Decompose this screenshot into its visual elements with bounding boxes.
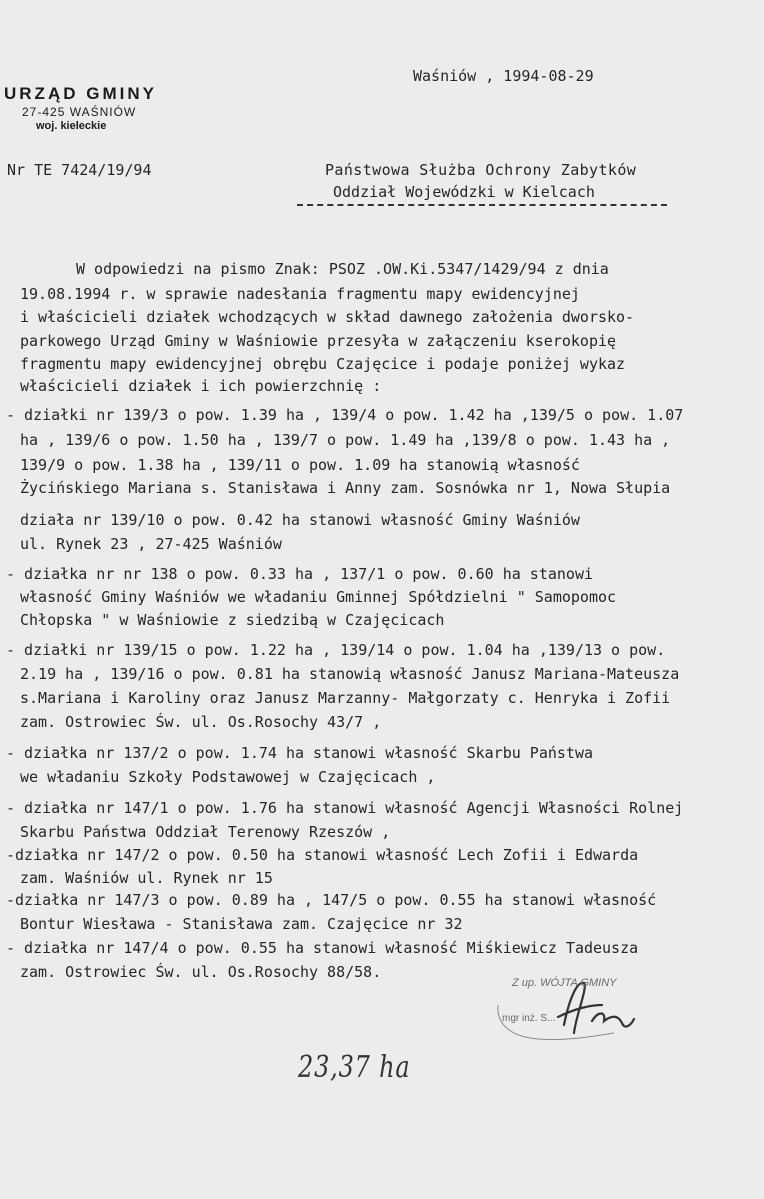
recipient-line-1: Państwowa Służba Ochrony Zabytków [325,161,637,179]
list-item-line: s.Mariana i Karoliny oraz Janusz Marzanny- Małgorzaty c. Henryka i Zofii [20,689,671,707]
list-item-line: Chłopska " w Waśniowie z siedzibą w Czajęcicach [20,611,445,629]
list-item-line: - działka nr 137/2 o pow. 1.74 ha stanowi własność Skarbu Państwa [6,744,593,762]
stamp-line-3: woj. kieleckie [36,120,107,132]
list-item-line: - działka nr 147/1 o pow. 1.76 ha stanowi własność Agencji Własności Rolnej [6,799,684,817]
list-item-line: Bontur Wiesława - Stanisława zam. Czajęcice nr 32 [20,915,463,933]
recipient-underline [297,204,667,206]
list-item-line: - działki nr 139/3 o pow. 1.39 ha , 139/4 o pow. 1.42 ha ,139/5 o pow. 1.07 [6,406,684,424]
list-item-line: - działki nr 139/15 o pow. 1.22 ha , 139/14 o pow. 1.04 ha ,139/13 o pow. [6,641,666,659]
list-item-line: zam. Waśniów ul. Rynek nr 15 [20,869,273,887]
place-date: Waśniów , 1994-08-29 [413,67,594,85]
body-line: i właścicieli działek wchodzących w skład dawnego założenia dworsko- [20,308,635,326]
signature-stamp-line-2: mgr inż. S... [502,1013,556,1024]
list-item-line: działa nr 139/10 o pow. 0.42 ha stanowi własność Gminy Waśniów [20,511,580,529]
reference-number: Nr TE 7424/19/94 [7,161,152,179]
list-item-line: ha , 139/6 o pow. 1.50 ha , 139/7 o pow. 1.49 ha ,139/8 o pow. 1.43 ha , [20,431,671,449]
list-item-line: Życińskiego Mariana s. Stanisława i Anny zam. Sosnówka nr 1, Nowa Słupia [20,479,671,497]
signature-stamp [494,975,659,1055]
list-item-line: ul. Rynek 23 , 27-425 Waśniów [20,535,282,553]
stamp-line-2: 27-425 WAŚNIÓW [22,105,137,119]
handwritten-total: 23,37 ha [298,1050,411,1085]
list-item-line: - działka nr 147/4 o pow. 0.55 ha stanowi własność Miśkiewicz Tadeusza [6,939,639,957]
body-line: W odpowiedzi na pismo Znak: PSOZ .OW.Ki.5347/1429/94 z dnia [76,260,609,278]
list-item-line: zam. Ostrowiec Św. ul. Os.Rosochy 88/58. [20,963,382,981]
list-item-line: -działka nr 147/3 o pow. 0.89 ha , 147/5 o pow. 0.55 ha stanowi własność [6,891,657,909]
list-item-line: 2.19 ha , 139/16 o pow. 0.81 ha stanowią własność Janusz Mariana-Mateusza [20,665,680,683]
body-line: parkowego Urząd Gminy w Waśniowie przesyła w załączeniu kserokopię [20,332,617,350]
list-item-line: we władaniu Szkoły Podstawowej w Czajęcicach , [20,768,436,786]
office-stamp [4,84,174,132]
list-item-line: Skarbu Państwa Oddział Terenowy Rzeszów , [20,823,391,841]
stamp-line-1: URZĄD GMINY [4,84,157,103]
body-line: 19.08.1994 r. w sprawie nadesłania fragmentu mapy ewidencyjnej [20,285,580,303]
body-line: fragmentu mapy ewidencyjnej obrębu Czajęcice i podaje poniżej wykaz [20,355,626,373]
list-item-line: - działka nr nr 138 o pow. 0.33 ha , 137/1 o pow. 0.60 ha stanowi [6,565,593,583]
body-line: właścicieli działek i ich powierzchnię : [20,377,382,395]
list-item-line: zam. Ostrowiec Św. ul. Os.Rosochy 43/7 , [20,713,382,731]
list-item-line: własność Gminy Waśniów we władaniu Gminnej Spółdzielni " Samopomoc [20,588,617,606]
signature-stamp-line-1: Z up. WÓJTA GMINY [512,977,617,989]
list-item-line: -działka nr 147/2 o pow. 0.50 ha stanowi własność Lech Zofii i Edwarda [6,846,639,864]
recipient-line-2: Oddział Wojewódzki w Kielcach [333,183,595,201]
list-item-line: 139/9 o pow. 1.38 ha , 139/11 o pow. 1.09 ha stanowią własność [20,456,580,474]
